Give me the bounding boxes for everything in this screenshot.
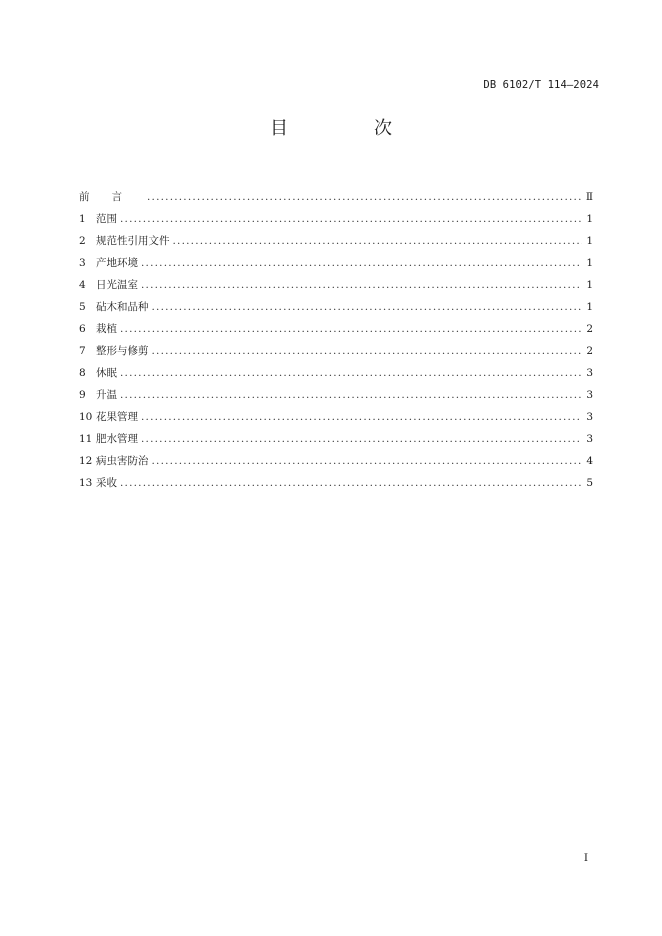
toc-entry-harvest[interactable] <box>79 472 593 494</box>
toc-entry-normative-references[interactable] <box>79 230 593 252</box>
toc-entry-fertilizer-water-management[interactable] <box>79 428 593 450</box>
toc-entry-label: 日光温室 <box>96 279 138 291</box>
toc-entry-foreword[interactable] <box>79 186 593 208</box>
toc-entry-number: 5 <box>79 301 86 313</box>
toc-entry-solar-greenhouse[interactable] <box>79 274 593 296</box>
dot-leader <box>120 472 582 494</box>
toc-entry-number: 8 <box>79 367 86 379</box>
table-of-contents <box>79 186 593 494</box>
toc-entry-page: 3 <box>586 389 593 401</box>
toc-entry-label: 规范性引用文件 <box>96 235 170 247</box>
toc-entry-page: 3 <box>586 411 593 423</box>
toc-entry-number: 4 <box>79 279 86 291</box>
toc-entry-page: 1 <box>586 213 593 225</box>
toc-entry-page: 3 <box>586 433 593 445</box>
toc-entry-label: 肥水管理 <box>96 433 138 445</box>
toc-entry-label: 整形与修剪 <box>96 345 149 357</box>
toc-entry-label: 采收 <box>96 477 117 489</box>
toc-entry-number: 6 <box>79 323 86 335</box>
toc-entry-page: Ⅱ <box>585 191 593 203</box>
toc-entry-number: 9 <box>79 389 86 401</box>
toc-entry-production-environment[interactable] <box>79 252 593 274</box>
toc-entry-page: 1 <box>586 279 593 291</box>
toc-entry-page: 3 <box>586 367 593 379</box>
toc-entry-page: 5 <box>586 477 593 489</box>
dot-leader <box>152 340 583 362</box>
document-standard-code: DB 6102/T 114—2024 <box>483 79 599 91</box>
toc-entry-label: 栽植 <box>96 323 117 335</box>
dot-leader <box>141 406 582 428</box>
toc-entry-flower-fruit-management[interactable] <box>79 406 593 428</box>
toc-entry-page: 2 <box>586 323 593 335</box>
toc-entry-label: 产地环境 <box>96 257 138 269</box>
toc-entry-training-pruning[interactable] <box>79 340 593 362</box>
toc-entry-pest-control[interactable] <box>79 450 593 472</box>
toc-entry-number: 1 <box>79 213 86 225</box>
toc-entry-page: 2 <box>586 345 593 357</box>
toc-entry-number: 7 <box>79 345 86 357</box>
toc-entry-label: 花果管理 <box>96 411 138 423</box>
dot-leader <box>120 208 582 230</box>
dot-leader <box>173 230 583 252</box>
toc-entry-dormancy[interactable] <box>79 362 593 384</box>
toc-entry-page: 1 <box>586 235 593 247</box>
toc-entry-number: 10 <box>79 411 93 423</box>
toc-entry-label: 升温 <box>96 389 117 401</box>
toc-entry-number: 2 <box>79 235 86 247</box>
toc-entry-label: 前言 <box>79 191 144 203</box>
toc-entry-number: 3 <box>79 257 86 269</box>
dot-leader <box>152 450 583 472</box>
toc-entry-page: 1 <box>586 257 593 269</box>
dot-leader <box>147 186 582 208</box>
toc-entry-planting[interactable] <box>79 318 593 340</box>
toc-entry-page: 4 <box>586 455 593 467</box>
toc-entry-label: 范围 <box>96 213 117 225</box>
toc-entry-warming[interactable] <box>79 384 593 406</box>
toc-entry-rootstock-varieties[interactable] <box>79 296 593 318</box>
dot-leader <box>152 296 583 318</box>
page-number: I <box>583 852 588 864</box>
dot-leader <box>120 318 582 340</box>
toc-entry-label: 休眠 <box>96 367 117 379</box>
toc-entry-label: 砧木和品种 <box>96 301 149 313</box>
page-title: 目 次 <box>270 118 426 139</box>
toc-entry-number: 11 <box>79 433 93 445</box>
dot-leader <box>120 384 582 406</box>
toc-entry-number: 13 <box>79 477 93 489</box>
dot-leader <box>141 252 582 274</box>
toc-entry-page: 1 <box>586 301 593 313</box>
toc-entry-number: 12 <box>79 455 93 467</box>
dot-leader <box>141 274 582 296</box>
dot-leader <box>141 428 582 450</box>
toc-entry-label: 病虫害防治 <box>96 455 149 467</box>
dot-leader <box>120 362 582 384</box>
toc-entry-scope[interactable] <box>79 208 593 230</box>
